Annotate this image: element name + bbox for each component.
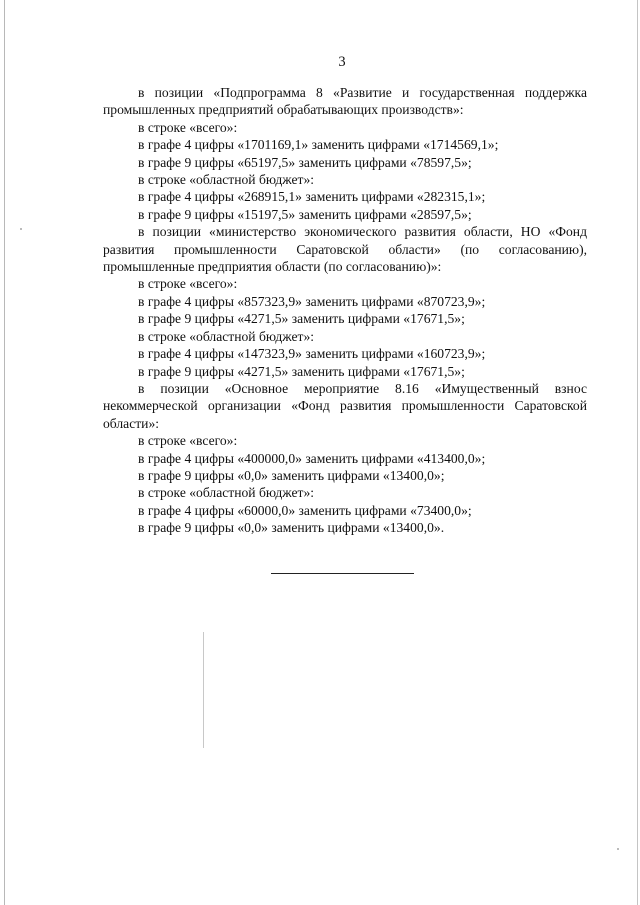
paragraph-line: в позиции «Основное мероприятие 8.16 «Имущественный взнос	[138, 380, 587, 396]
document-paragraph	[103, 467, 587, 484]
paragraph-line: промышленные предприятия области (по согласованию)»:	[103, 259, 442, 275]
paragraph-line: в строке «областной бюджет»:	[138, 172, 315, 188]
paragraph-line: некоммерческой организации «Фонд развития промышленности Саратовской	[103, 398, 587, 414]
document-paragraph	[103, 136, 587, 153]
paragraph-line: в позиции «министерство экономического развития области, НО «Фонд	[138, 224, 587, 240]
document-paragraph	[103, 502, 587, 519]
scan-artifact-line	[203, 632, 204, 748]
closing-separator-line	[271, 573, 414, 574]
scan-artifact-dot	[617, 848, 619, 850]
document-paragraph	[103, 293, 587, 310]
document-paragraph	[103, 223, 587, 275]
document-paragraph	[103, 84, 587, 119]
paragraph-line: в графе 9 цифры «4271,5» заменить цифрами «17671,5»;	[138, 363, 465, 379]
document-paragraph	[103, 310, 587, 327]
document-body	[103, 84, 587, 537]
document-paragraph	[103, 363, 587, 380]
paragraph-line: области»:	[103, 415, 160, 431]
document-paragraph	[103, 519, 587, 536]
paragraph-line: в строке «всего»:	[138, 276, 238, 292]
paragraph-line: промышленных предприятий обрабатывающих производств»:	[103, 102, 464, 118]
paragraph-line: в графе 4 цифры «1701169,1» заменить цифрами «1714569,1»;	[138, 137, 499, 153]
paragraph-line: в графе 4 цифры «857323,9» заменить цифрами «870723,9»;	[138, 293, 486, 309]
paragraph-line: в строке «всего»:	[138, 433, 238, 449]
document-paragraph	[103, 450, 587, 467]
paragraph-line: в графе 9 цифры «0,0» заменить цифрами «13400,0»;	[138, 467, 445, 483]
paragraph-line: в графе 4 цифры «147323,9» заменить цифрами «160723,9»;	[138, 346, 486, 362]
document-paragraph	[103, 432, 587, 449]
paragraph-line: в графе 4 цифры «60000,0» заменить цифрами «73400,0»;	[138, 502, 472, 518]
document-paragraph	[103, 275, 587, 292]
paragraph-line: в графе 4 цифры «400000,0» заменить цифрами «413400,0»;	[138, 450, 486, 466]
document-paragraph	[103, 484, 587, 501]
document-paragraph	[103, 119, 587, 136]
paragraph-line: в строке «областной бюджет»:	[138, 485, 315, 501]
document-paragraph	[103, 206, 587, 223]
paragraph-line: в графе 4 цифры «268915,1» заменить цифрами «282315,1»;	[138, 189, 486, 205]
document-paragraph	[103, 154, 587, 171]
paragraph-line: развития промышленности Саратовской области» (по согласованию),	[103, 241, 587, 257]
paragraph-line: в графе 9 цифры «65197,5» заменить цифрами «78597,5»;	[138, 154, 472, 170]
document-paragraph	[103, 171, 587, 188]
document-paragraph	[103, 380, 587, 432]
document-paragraph	[103, 345, 587, 362]
scan-artifact-dot	[20, 228, 22, 230]
paragraph-line: в строке «областной бюджет»:	[138, 328, 315, 344]
paragraph-line: в строке «всего»:	[138, 119, 238, 135]
scan-edge-right	[637, 0, 638, 905]
document-paragraph	[103, 188, 587, 205]
paragraph-line: в графе 9 цифры «4271,5» заменить цифрами «17671,5»;	[138, 311, 465, 327]
paragraph-line: в графе 9 цифры «15197,5» заменить цифрами «28597,5»;	[138, 206, 472, 222]
document-paragraph	[103, 328, 587, 345]
paragraph-line: в позиции «Подпрограмма 8 «Развитие и государственная поддержка	[138, 85, 587, 100]
scan-edge-left	[4, 0, 5, 905]
page-number: 3	[338, 54, 346, 70]
paragraph-line: в графе 9 цифры «0,0» заменить цифрами «13400,0».	[138, 520, 445, 536]
